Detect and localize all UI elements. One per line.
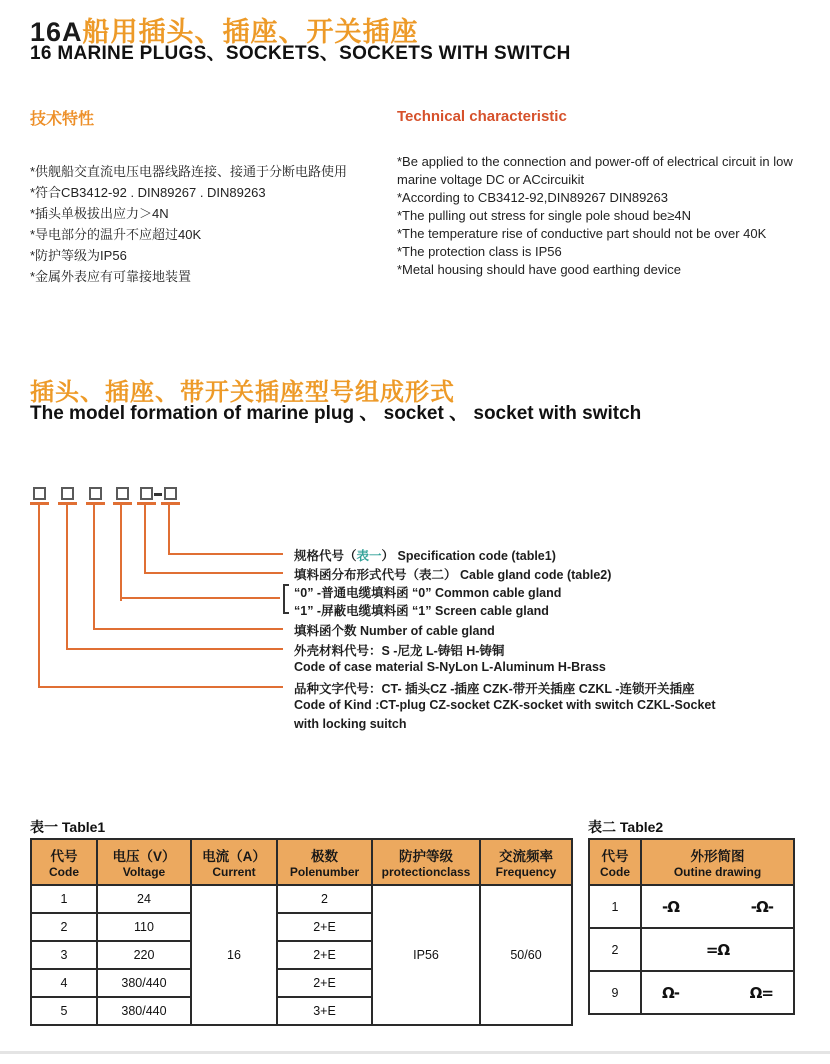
table2	[588, 838, 795, 1015]
cell-code: 2	[31, 913, 97, 941]
connector-line	[144, 572, 283, 574]
option-bracket	[283, 584, 289, 614]
cell-drawing	[641, 928, 794, 971]
cell-code: 9	[589, 971, 641, 1014]
connector-line	[120, 505, 122, 601]
table-row	[589, 971, 794, 1014]
table1-header-row	[31, 839, 572, 885]
table-row	[31, 885, 572, 913]
header-en: Outine drawing	[673, 865, 762, 879]
connector-line	[93, 505, 95, 630]
cell-code: 1	[31, 885, 97, 913]
diagram-label-case-cn: 外壳材料代号：S -尼龙 L-铸铝 H-铸铜	[294, 644, 505, 658]
model-code-box-5	[140, 487, 153, 500]
outline-drawing-glyph: =Ω	[705, 940, 730, 959]
table1-title: 表一 Table1	[30, 819, 106, 835]
cell-code: 5	[31, 997, 97, 1025]
table2-header-code	[589, 839, 641, 885]
tech-bullet-cn: *插头单极拔出应力＞4N	[30, 206, 169, 221]
cell-pole: 2	[277, 885, 372, 913]
connector-line	[38, 686, 283, 688]
header-cn: 电压（V）	[112, 849, 176, 864]
connector-line	[168, 553, 283, 555]
cell-code: 3	[31, 941, 97, 969]
header-cn: 外形简图	[690, 849, 745, 864]
model-code-box-2	[61, 487, 74, 500]
model-heading-cn: 插头、插座、带开关插座型号组成形式	[30, 379, 455, 406]
cell-pole: 2+E	[277, 969, 372, 997]
model-code-diagram	[0, 485, 830, 770]
cell-drawing	[641, 971, 794, 1014]
label-text: ） Specification code (table1)	[381, 549, 556, 563]
header-en: Code	[49, 865, 79, 879]
connector-line	[120, 597, 280, 599]
outline-drawing-glyph: -Ω	[662, 897, 679, 916]
cell-code: 1	[589, 885, 641, 928]
tech-line-en: *Be applied to the connection and power-off of electrical circuit in low	[397, 154, 793, 169]
outline-drawing-glyph: Ω=	[749, 983, 773, 1002]
table1-header-voltage	[97, 839, 191, 885]
box-underline	[161, 502, 180, 505]
tech-characteristics-en	[397, 108, 817, 279]
header-en: Frequency	[495, 865, 557, 879]
header-cn: 防护等级	[399, 849, 453, 864]
cell-code: 4	[31, 969, 97, 997]
tech-line-en: *The pulling out stress for single pole shoud be≥4N	[397, 208, 692, 223]
table-row	[589, 885, 794, 928]
header-cn: 代号	[601, 849, 629, 864]
connector-line	[93, 628, 283, 630]
diagram-label-kind-cn: 品种文字代号：CT- 插头CZ -插座 CZK-带开关插座 CZKL -连锁开关插座	[294, 682, 695, 696]
tech-heading-en: Technical characteristic	[397, 108, 567, 125]
cell-pole: 2+E	[277, 941, 372, 969]
connector-line	[66, 505, 68, 650]
tech-line-en: marine voltage DC or ACcircuikit	[397, 172, 585, 187]
connector-line	[168, 505, 170, 555]
cell-frequency: 50/60	[480, 885, 572, 1025]
box-underline	[86, 502, 105, 505]
cell-voltage: 110	[97, 913, 191, 941]
table2-header-drawing	[641, 839, 794, 885]
tech-line-en: *According to CB3412-92,DIN89267 DIN89263	[397, 190, 669, 205]
model-code-box-3	[89, 487, 102, 500]
diagram-label-specification	[294, 546, 556, 564]
cell-drawing	[641, 885, 794, 928]
cell-pole: 3+E	[277, 997, 372, 1025]
cell-pole: 2+E	[277, 913, 372, 941]
diagram-label-kind-en2: with locking suitch	[294, 717, 407, 731]
header-cn: 代号	[50, 849, 78, 864]
box-underline	[113, 502, 132, 505]
connector-line	[66, 648, 283, 650]
header-en: Code	[600, 865, 630, 879]
box-underline	[137, 502, 156, 505]
diagram-label-case-en: Code of case material S-NyLon L-Aluminum H-Brass	[294, 660, 606, 674]
model-code-box-6	[164, 487, 177, 500]
connector-line	[144, 505, 146, 574]
table2-title: 表二 Table2	[588, 819, 664, 835]
outline-drawing-glyph: Ω-	[662, 983, 679, 1002]
cell-voltage: 380/440	[97, 969, 191, 997]
header-en: Voltage	[122, 865, 166, 879]
header-en: protectionclass	[381, 865, 471, 879]
diagram-label-gland0: “0” -普通电缆填料函 “0” Common cable gland	[294, 586, 562, 600]
tech-line-en: *The protection class is IP56	[397, 244, 562, 259]
table1	[30, 838, 573, 1026]
page-title-prefix: 16A	[30, 17, 83, 47]
tech-heading-cn: 技术特性	[30, 111, 95, 128]
model-code-box-1	[33, 487, 46, 500]
cell-voltage: 24	[97, 885, 191, 913]
table-row	[589, 928, 794, 971]
model-heading-en: The model formation of marine plug 、 socket 、 socket with switch	[30, 403, 642, 424]
diagram-label-gland1: “1” -屏蔽电缆填料函 “1” Screen cable gland	[294, 604, 549, 618]
cell-code: 2	[589, 928, 641, 971]
diagram-label-kind-en: Code of Kind :CT-plug CZ-socket CZK-socket with switch CZKL-Socket	[294, 698, 716, 712]
tech-bullet-cn: *金属外表应有可靠接地装置	[30, 269, 192, 284]
header-cn: 电流（A）	[202, 849, 266, 864]
table1-header-frequency	[480, 839, 572, 885]
tech-characteristics-cn	[30, 106, 390, 287]
page-title-chinese: 船用插头、插座、开关插座	[82, 17, 419, 47]
model-code-dash	[154, 493, 162, 496]
header-en: Polenumber	[289, 865, 360, 879]
table1-header-current	[191, 839, 277, 885]
outline-drawing-glyph: -Ω-	[750, 897, 773, 916]
tech-line-en: *The temperature rise of conductive part should not be over 40K	[397, 226, 767, 241]
tech-line-en: *Metal housing should have good earthing device	[397, 262, 682, 277]
label-text: 规格代号（	[294, 549, 357, 563]
page-bottom-divider	[0, 1051, 830, 1054]
model-code-box-4	[116, 487, 129, 500]
tech-bullets-cn	[30, 161, 390, 287]
tech-bullet-cn: *符合CB3412-92 . DIN89267 . DIN89263	[30, 185, 266, 200]
connector-line	[38, 505, 40, 688]
table1-reference: 表一	[356, 549, 382, 563]
table1-header-code	[31, 839, 97, 885]
cell-current: 16	[191, 885, 277, 1025]
tech-bullet-cn: *防护等级为IP56	[30, 248, 127, 263]
cell-voltage: 220	[97, 941, 191, 969]
cell-protection: IP56	[372, 885, 480, 1025]
header-en: Current	[212, 865, 256, 879]
table1-header-polenumber	[277, 839, 372, 885]
table1-header-protectionclass	[372, 839, 480, 885]
diagram-label-gland-code: 填料函分布形式代号（表二） Cable gland code (table2)	[294, 568, 612, 582]
diagram-label-gland-count: 填料函个数 Number of cable gland	[294, 624, 495, 638]
table2-header-row	[589, 839, 794, 885]
tech-bullet-cn: *供舰船交直流电压电器线路连接、接通于分断电路使用	[30, 164, 348, 179]
page-subtitle: 16 MARINE PLUGS、SOCKETS、SOCKETS WITH SWITCH	[30, 43, 571, 64]
tech-lines-en	[397, 153, 817, 279]
header-cn: 极数	[311, 849, 338, 864]
cell-voltage: 380/440	[97, 997, 191, 1025]
tech-bullet-cn: *导电部分的温升不应超过40K	[30, 227, 202, 242]
header-cn: 交流频率	[499, 849, 553, 864]
